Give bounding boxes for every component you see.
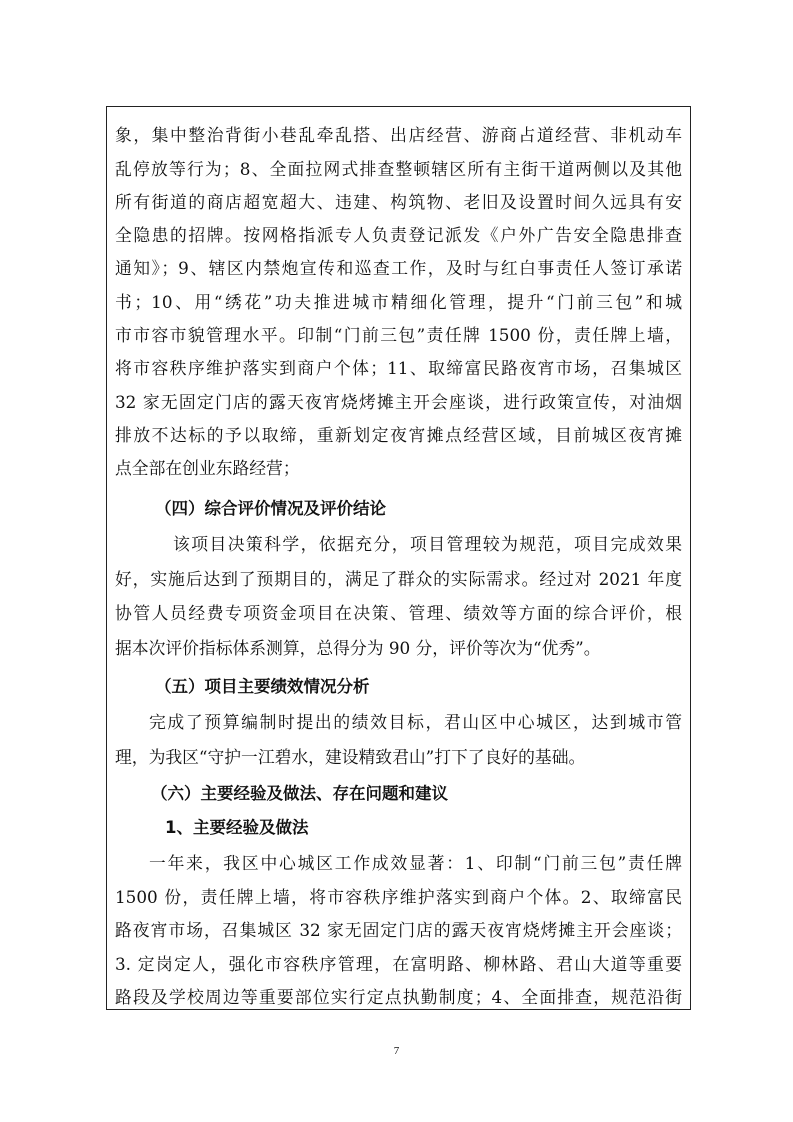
- text-line: 一年来，我区中心城区工作成效显著：1、印制“门前三包”责任牌: [149, 853, 682, 873]
- text-line: 协管人员经费专项资金项目在决策、管理、绩效等方面的综合评价，根: [115, 603, 682, 623]
- section-heading: （五）项目主要绩效情况分析: [155, 677, 370, 696]
- text-line: 通知》；9、辖区内禁炮宣传和巡查工作，及时与红白事责任人签订承诺: [115, 258, 682, 278]
- text-line: 据本次评价指标体系测算，总得分为 90 分，评价等次为“优秀”。: [115, 638, 601, 658]
- text-line: 3. 定岗定人，强化市容秩序管理，在富明路、柳林路、君山大道等重要: [115, 954, 682, 974]
- text-line: 将市容秩序维护落实到商户个体；11、取缔富民路夜宵市场，召集城区: [115, 358, 682, 378]
- text-line: 理，为我区“守护一江碧水，建设精致君山”打下了良好的基础。: [115, 747, 586, 767]
- text-line: 所有街道的商店超宽超大、违建、构筑物、老旧及设置时间久远具有安: [115, 192, 682, 212]
- text-line: 路夜宵市场，召集城区 32 家无固定门店的露天夜宵烧烤摊主开会座谈；: [115, 920, 682, 940]
- text-line: 点全部在创业东路经营；: [115, 458, 300, 478]
- document-frame: [106, 106, 691, 1010]
- text-line: 市市容市貌管理水平。印制“门前三包”责任牌 1500 份，责任牌上墙，: [115, 325, 682, 345]
- text-line: 书；10、用“绣花”功夫推进城市精细化管理，提升“门前三包”和城: [115, 292, 682, 312]
- text-line: 象，集中整治背街小巷乱牵乱搭、出店经营、游商占道经营、非机动车: [115, 125, 682, 145]
- text-line: 1500 份，责任牌上墙，将市容秩序维护落实到商户个体。2、取缔富民: [115, 887, 682, 907]
- text-line: 32 家无固定门店的露天夜宵烧烤摊主开会座谈，进行政策宣传，对油烟: [115, 392, 682, 412]
- text-line: 路段及学校周边等重要部位实行定点执勤制度；4、全面排查，规范沿街: [115, 987, 682, 1007]
- subsection-heading: 1、主要经验及做法: [165, 818, 309, 837]
- text-line: 完成了预算编制时提出的绩效目标，君山区中心城区，达到城市管: [149, 712, 682, 732]
- section-heading: （六）主要经验及做法、存在问题和建议: [151, 784, 448, 803]
- text-line: 全隐患的招牌。按网格指派专人负责登记派发《户外广告安全隐患排查: [115, 225, 682, 245]
- text-line: 乱停放等行为；8、全面拉网式排查整顿辖区所有主街干道两侧以及其他: [115, 159, 682, 179]
- text-line: 排放不达标的予以取缔，重新划定夜宵摊点经营区域，目前城区夜宵摊: [115, 425, 682, 445]
- text-line: 该项目决策科学，依据充分，项目管理较为规范，项目完成效果: [173, 534, 682, 554]
- page-number: 7: [393, 1045, 400, 1057]
- text-line: 好，实施后达到了预期目的，满足了群众的实际需求。经过对 2021 年度: [115, 569, 682, 589]
- section-heading: （四）综合评价情况及评价结论: [155, 499, 386, 518]
